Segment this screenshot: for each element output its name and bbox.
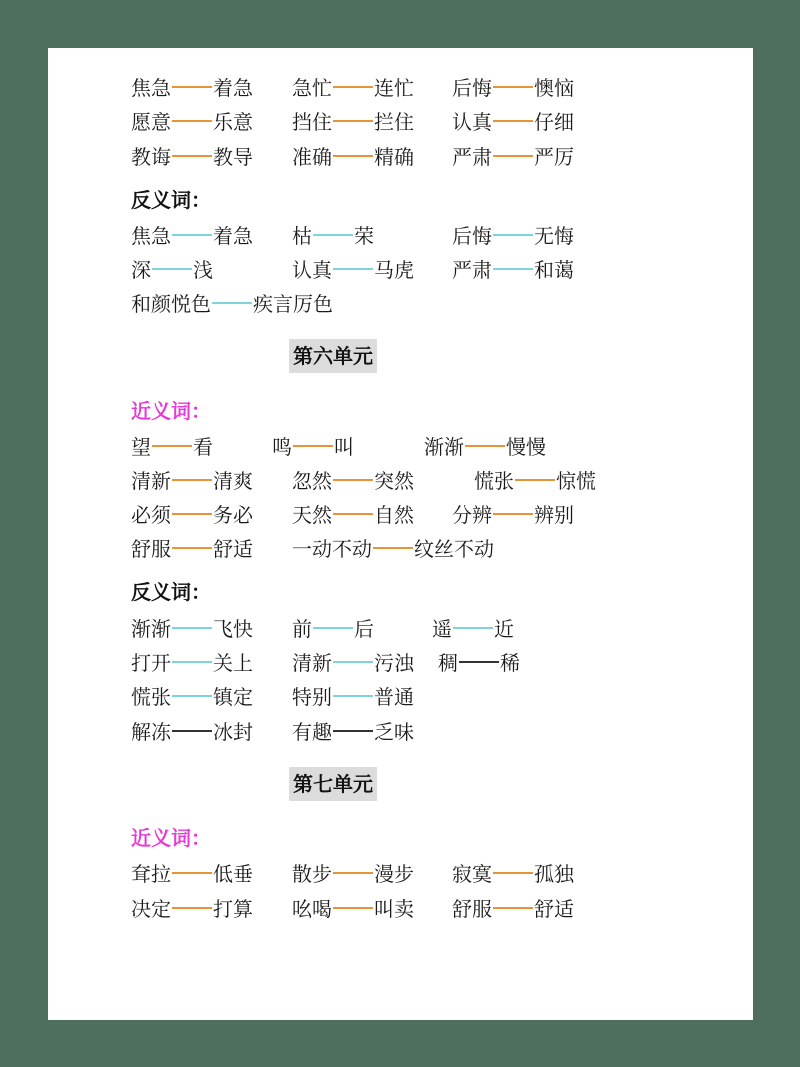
dash bbox=[212, 302, 252, 304]
word: 马虎 bbox=[374, 257, 414, 282]
word: 焦急 bbox=[131, 75, 171, 100]
dash bbox=[172, 872, 212, 874]
word: 着急 bbox=[213, 75, 253, 100]
dash bbox=[172, 547, 212, 549]
word-pair bbox=[131, 71, 253, 101]
dash bbox=[313, 234, 353, 236]
word: 耷拉 bbox=[131, 861, 171, 886]
word: 稀 bbox=[500, 650, 520, 675]
word: 和蔼 bbox=[534, 257, 574, 282]
word-pair bbox=[292, 892, 414, 922]
word-pair bbox=[292, 646, 414, 676]
word-pair-row bbox=[48, 430, 753, 460]
dash bbox=[493, 513, 533, 515]
word: 仔细 bbox=[534, 109, 574, 134]
antonym-heading: 反义词： bbox=[131, 580, 211, 604]
word-pair bbox=[131, 430, 213, 460]
word: 望 bbox=[131, 434, 151, 459]
word: 普通 bbox=[374, 684, 414, 709]
word: 叫 bbox=[334, 434, 354, 459]
dash bbox=[333, 86, 373, 88]
antonym-heading: 反义词： bbox=[131, 188, 211, 212]
word: 忽然 bbox=[292, 468, 332, 493]
word-pair bbox=[292, 612, 374, 642]
word: 舒适 bbox=[213, 536, 253, 561]
word: 天然 bbox=[292, 502, 332, 527]
word: 疾言厉色 bbox=[253, 291, 333, 316]
word: 分辨 bbox=[452, 502, 492, 527]
word: 突然 bbox=[374, 468, 414, 493]
word-pair bbox=[131, 219, 253, 249]
word-pair-row bbox=[48, 612, 753, 642]
word-pair bbox=[452, 253, 574, 283]
word: 惊慌 bbox=[556, 468, 596, 493]
dash bbox=[333, 479, 373, 481]
dash bbox=[172, 695, 212, 697]
word: 清新 bbox=[292, 650, 332, 675]
word-pair bbox=[292, 140, 414, 170]
dash bbox=[333, 155, 373, 157]
word-pair bbox=[452, 105, 574, 135]
word: 决定 bbox=[131, 896, 171, 921]
dash bbox=[333, 872, 373, 874]
dash bbox=[152, 445, 192, 447]
dash bbox=[493, 872, 533, 874]
word-pair-row bbox=[48, 532, 753, 562]
word-pair bbox=[292, 680, 414, 710]
word: 教导 bbox=[213, 144, 253, 169]
word-pair bbox=[452, 857, 574, 887]
dash bbox=[152, 268, 192, 270]
word: 孤独 bbox=[534, 861, 574, 886]
word: 近 bbox=[494, 616, 514, 641]
word: 纹丝不动 bbox=[414, 536, 494, 561]
word-pair bbox=[292, 498, 414, 528]
word: 教诲 bbox=[131, 144, 171, 169]
dash bbox=[373, 547, 413, 549]
word: 乏味 bbox=[374, 719, 414, 744]
word: 精确 bbox=[374, 144, 414, 169]
word: 叫卖 bbox=[374, 896, 414, 921]
word-pair-row bbox=[48, 892, 753, 922]
dash bbox=[493, 155, 533, 157]
word-pair bbox=[292, 715, 414, 745]
word-pair bbox=[292, 464, 414, 494]
word-pair-row bbox=[48, 287, 753, 317]
word: 后悔 bbox=[452, 75, 492, 100]
dash bbox=[172, 513, 212, 515]
word-pair bbox=[131, 140, 253, 170]
word: 慌张 bbox=[131, 684, 171, 709]
word: 舒服 bbox=[452, 896, 492, 921]
word-pair bbox=[131, 532, 253, 562]
word: 懊恼 bbox=[534, 75, 574, 100]
word: 后 bbox=[354, 616, 374, 641]
word-pair bbox=[424, 430, 546, 460]
dash bbox=[333, 120, 373, 122]
word-pair bbox=[131, 253, 213, 283]
dash bbox=[172, 479, 212, 481]
word-pair bbox=[131, 646, 253, 676]
word-pair bbox=[292, 105, 414, 135]
word: 散步 bbox=[292, 861, 332, 886]
word-pair bbox=[131, 892, 253, 922]
word: 无悔 bbox=[534, 223, 574, 248]
word: 冰封 bbox=[213, 719, 253, 744]
dash bbox=[333, 730, 373, 732]
word: 吆喝 bbox=[292, 896, 332, 921]
word: 严厉 bbox=[534, 144, 574, 169]
dash bbox=[493, 86, 533, 88]
word: 清新 bbox=[131, 468, 171, 493]
unit-title: 第六单元 bbox=[289, 339, 377, 373]
word-pair bbox=[292, 857, 414, 887]
dash bbox=[172, 730, 212, 732]
word: 有趣 bbox=[292, 719, 332, 744]
word: 浅 bbox=[193, 257, 213, 282]
word: 和颜悦色 bbox=[131, 291, 211, 316]
dash bbox=[333, 661, 373, 663]
synonym-heading: 近义词： bbox=[131, 399, 211, 423]
word: 低垂 bbox=[213, 861, 253, 886]
word: 急忙 bbox=[292, 75, 332, 100]
word: 看 bbox=[193, 434, 213, 459]
word: 关上 bbox=[213, 650, 253, 675]
dash bbox=[333, 268, 373, 270]
word-pair-row bbox=[48, 498, 753, 528]
word: 深 bbox=[131, 257, 151, 282]
word-pair-row bbox=[48, 646, 753, 676]
dash bbox=[313, 627, 353, 629]
word-pair bbox=[438, 646, 520, 676]
word: 认真 bbox=[452, 109, 492, 134]
dash bbox=[465, 445, 505, 447]
word: 焦急 bbox=[131, 223, 171, 248]
word: 渐渐 bbox=[424, 434, 464, 459]
word: 特别 bbox=[292, 684, 332, 709]
word-pair bbox=[432, 612, 514, 642]
word: 严肃 bbox=[452, 144, 492, 169]
word-pair bbox=[292, 532, 494, 562]
word: 渐渐 bbox=[131, 616, 171, 641]
word-pair-row bbox=[48, 857, 753, 887]
word-pair-row bbox=[48, 105, 753, 135]
dash bbox=[515, 479, 555, 481]
word-pair-row bbox=[48, 680, 753, 710]
word: 乐意 bbox=[213, 109, 253, 134]
word: 遥 bbox=[432, 616, 452, 641]
word: 清爽 bbox=[213, 468, 253, 493]
word: 舒服 bbox=[131, 536, 171, 561]
word: 漫步 bbox=[374, 861, 414, 886]
word-pair bbox=[272, 430, 354, 460]
word: 必须 bbox=[131, 502, 171, 527]
word-pair bbox=[452, 892, 574, 922]
word-pair bbox=[131, 715, 253, 745]
dash bbox=[293, 445, 333, 447]
word: 认真 bbox=[292, 257, 332, 282]
word: 愿意 bbox=[131, 109, 171, 134]
word: 舒适 bbox=[534, 896, 574, 921]
dash bbox=[333, 513, 373, 515]
word: 寂寞 bbox=[452, 861, 492, 886]
word: 连忙 bbox=[374, 75, 414, 100]
word-pair bbox=[292, 71, 414, 101]
word: 后悔 bbox=[452, 223, 492, 248]
dash bbox=[172, 627, 212, 629]
dash bbox=[172, 907, 212, 909]
word-pair bbox=[131, 680, 253, 710]
word: 打开 bbox=[131, 650, 171, 675]
dash bbox=[333, 907, 373, 909]
word-pair-row bbox=[48, 71, 753, 101]
word-pair bbox=[474, 464, 596, 494]
dash bbox=[493, 268, 533, 270]
word-pair bbox=[452, 140, 574, 170]
word-pair-row bbox=[48, 219, 753, 249]
word-pair bbox=[131, 287, 333, 317]
word-pair bbox=[131, 498, 253, 528]
word: 慌张 bbox=[474, 468, 514, 493]
dash bbox=[172, 234, 212, 236]
document-page bbox=[48, 48, 753, 1020]
word: 飞快 bbox=[213, 616, 253, 641]
word: 拦住 bbox=[374, 109, 414, 134]
word-pair bbox=[292, 253, 414, 283]
word: 荣 bbox=[354, 223, 374, 248]
synonym-heading: 近义词： bbox=[131, 826, 211, 850]
word: 自然 bbox=[374, 502, 414, 527]
dash bbox=[459, 661, 499, 663]
word: 准确 bbox=[292, 144, 332, 169]
dash bbox=[172, 86, 212, 88]
word: 枯 bbox=[292, 223, 312, 248]
word: 稠 bbox=[438, 650, 458, 675]
word-pair bbox=[452, 498, 574, 528]
word: 前 bbox=[292, 616, 312, 641]
word: 鸣 bbox=[272, 434, 292, 459]
word-pair bbox=[131, 105, 253, 135]
dash bbox=[172, 661, 212, 663]
word: 一动不动 bbox=[292, 536, 372, 561]
word: 着急 bbox=[213, 223, 253, 248]
dash bbox=[493, 234, 533, 236]
word: 镇定 bbox=[213, 684, 253, 709]
dash bbox=[172, 120, 212, 122]
dash bbox=[172, 155, 212, 157]
word: 打算 bbox=[213, 896, 253, 921]
word-pair bbox=[131, 857, 253, 887]
word: 严肃 bbox=[452, 257, 492, 282]
word-pair-row bbox=[48, 464, 753, 494]
word: 解冻 bbox=[131, 719, 171, 744]
word: 务必 bbox=[213, 502, 253, 527]
word-pair-row bbox=[48, 140, 753, 170]
word-pair bbox=[452, 219, 574, 249]
dash bbox=[453, 627, 493, 629]
word-pair-row bbox=[48, 715, 753, 745]
word: 辨别 bbox=[534, 502, 574, 527]
word: 慢慢 bbox=[506, 434, 546, 459]
word-pair bbox=[292, 219, 374, 249]
word-pair bbox=[131, 612, 253, 642]
dash bbox=[333, 695, 373, 697]
word: 挡住 bbox=[292, 109, 332, 134]
dash bbox=[493, 120, 533, 122]
word-pair bbox=[452, 71, 574, 101]
word-pair-row bbox=[48, 253, 753, 283]
word: 污浊 bbox=[374, 650, 414, 675]
dash bbox=[493, 907, 533, 909]
unit-title: 第七单元 bbox=[289, 767, 377, 801]
word-pair bbox=[131, 464, 253, 494]
